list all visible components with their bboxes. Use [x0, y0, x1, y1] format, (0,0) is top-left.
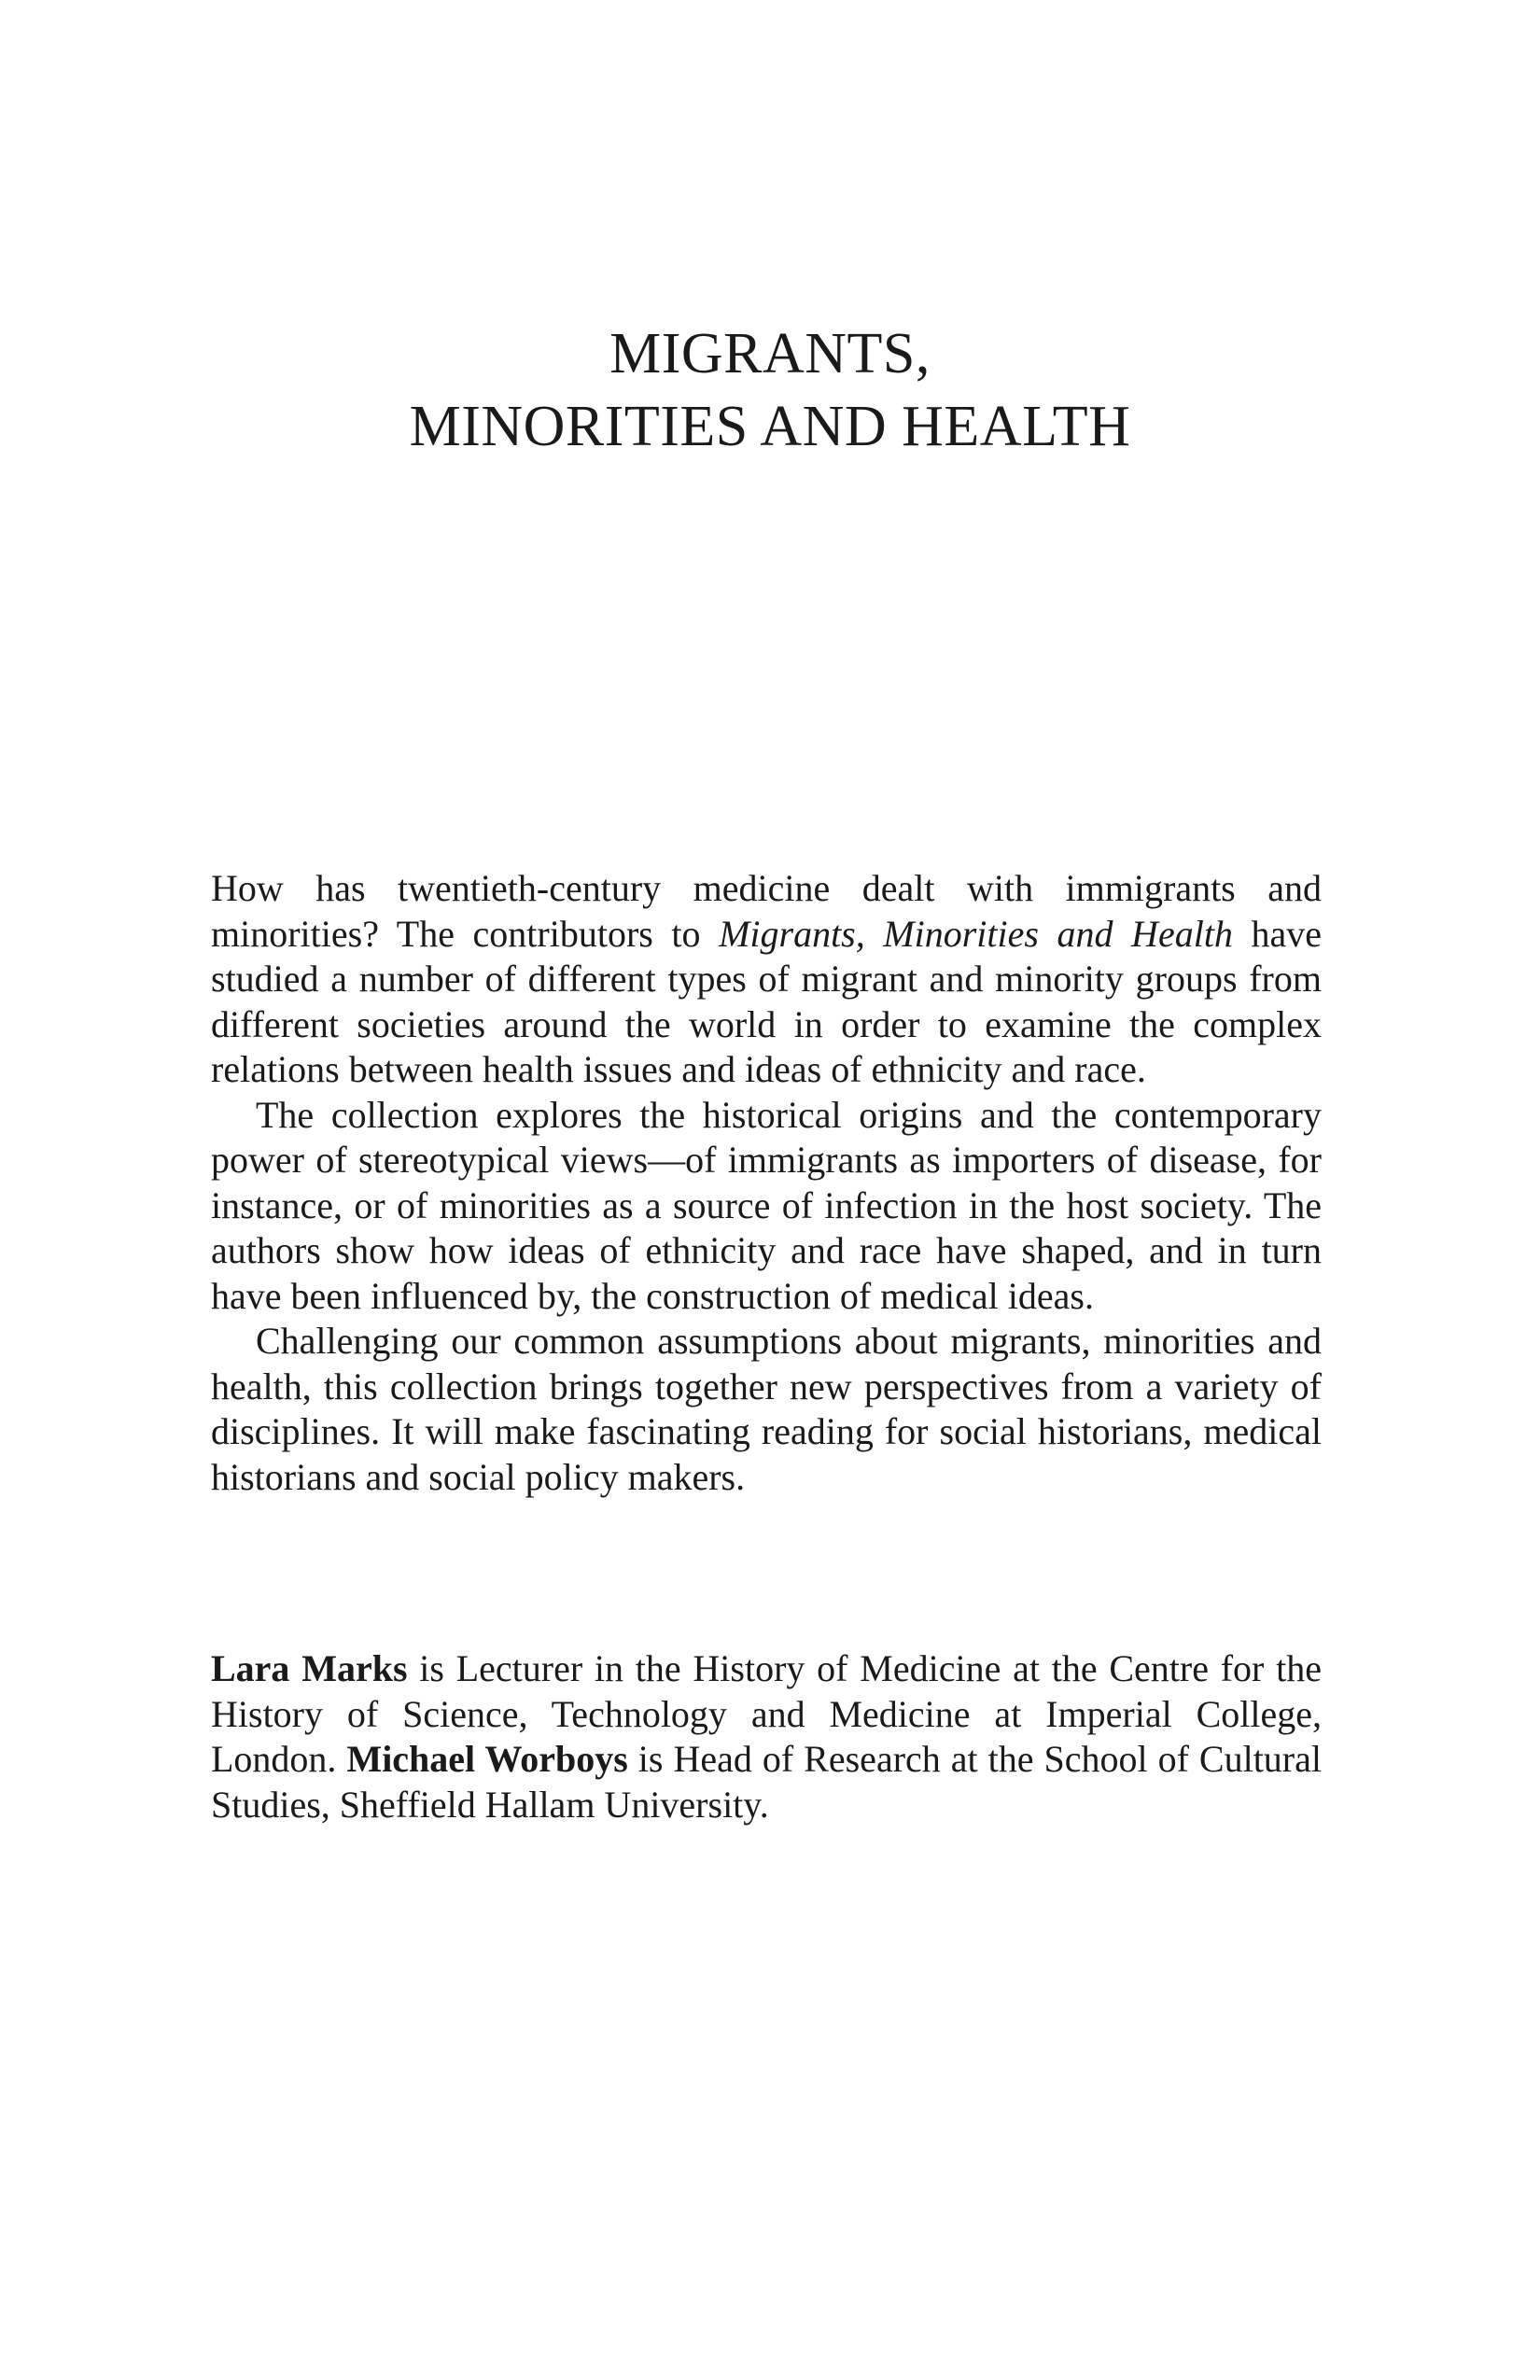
title-line-1: MIGRANTS,	[609, 322, 931, 385]
description-paragraph-1	[211, 866, 1322, 1093]
author-1-bio: is Lecturer in the History of Medicine at the Centre for the History of Science, Technology and Medicine at Imperial College, London.	[211, 1647, 1322, 1780]
p1-text-start: How has twentieth-century medicine dealt with immigrants and minorities? The contributors to	[211, 867, 1322, 955]
author-2-name: Michael Worboys	[346, 1738, 628, 1780]
editor-bios	[211, 1646, 1322, 1827]
description-paragraph-2: The collection explores the historical origins and the contemporary power of stereotypical views—of immigrants as importers of disease, for instance, or of minorities as a source of infection in the host society. The authors show how ideas of ethnicity and race have shaped, and in turn have been influenced by, the construction of medical ideas.	[211, 1093, 1322, 1317]
description-paragraph-3: Challenging our common assumptions about migrants, minorities and health, this collection brings together new perspectives from a variety of disciplines. It will make fascinating reading for social historians, medical historians and social policy makers.	[211, 1320, 1322, 1498]
author-2-bio: is Head of Research at the School of Cultural Studies, Sheffield Hallam University.	[211, 1738, 1322, 1826]
author-1-name: Lara Marks	[211, 1647, 408, 1689]
book-title-italic: Migrants, Minorities and Health	[719, 912, 1233, 955]
book-title	[0, 317, 1540, 463]
book-description	[211, 866, 1322, 1500]
title-line-2: MINORITIES AND HEALTH	[409, 395, 1131, 458]
p1-text-end: have studied a number of different types of migrant and minority groups from different societies around the world in order to examine the complex relations between health issues and ideas of ethnicity and race.	[211, 912, 1322, 1090]
